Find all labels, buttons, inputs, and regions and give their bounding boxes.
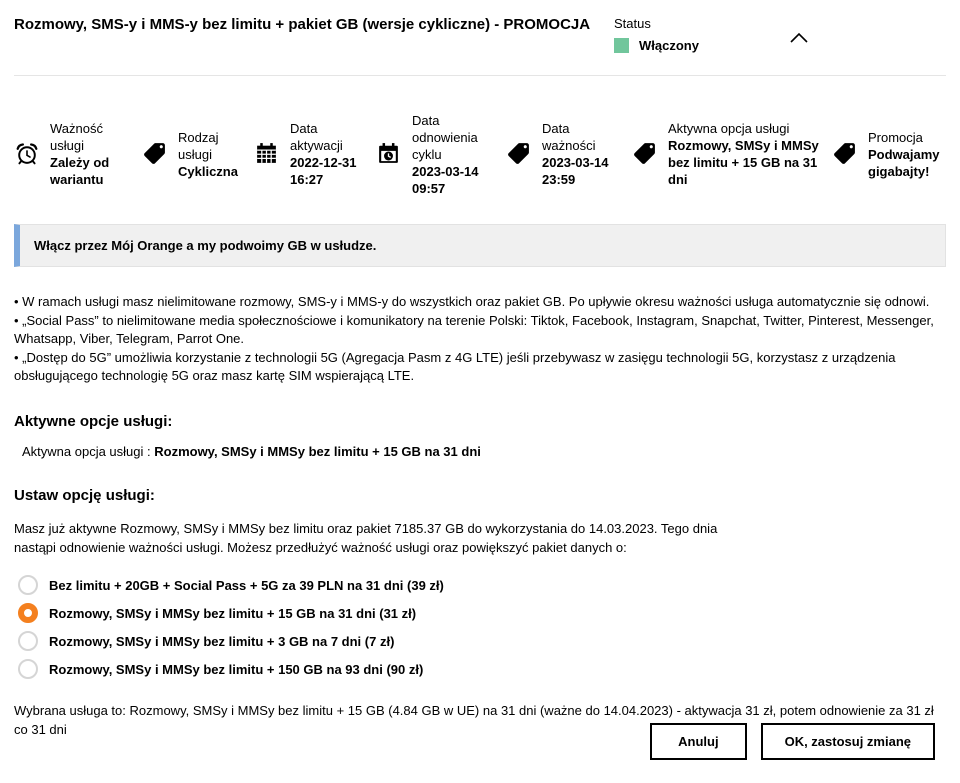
status-indicator (614, 38, 629, 53)
ok-apply-button[interactable]: OK, zastosuj zmianę (761, 723, 935, 760)
option-radio-label: Rozmowy, SMSy i MMSy bez limitu + 150 GB na 93 dni (90 zł) (49, 661, 424, 677)
info-item-expiry-date (506, 120, 620, 188)
status-label: Status (614, 16, 651, 31)
info-label: Aktywna opcja usługi (668, 121, 790, 136)
active-option-label: Aktywna opcja usługi : (22, 444, 155, 459)
option-radio-label: Bez limitu + 20GB + Social Pass + 5G za 39 PLN na 31 dni (39 zł) (49, 577, 444, 593)
radio-unselected-icon[interactable] (18, 631, 38, 651)
info-label: Data ważności (542, 121, 596, 153)
radio-selected-icon[interactable] (18, 603, 38, 623)
active-option-value: Rozmowy, SMSy i MMSy bez limitu + 15 GB na 31 dni (154, 444, 481, 459)
status-value: Włączony (639, 38, 699, 53)
description-bullet: • „Dostęp do 5G” umożliwia korzystanie z technologii 5G (Agregacja Pasm z 4G LTE) jeśli przebywasz w zasięgu technologii 5G, korzystasz z urządzenia obsługującego technologię 5G oraz masz kartę SIM wspierającą LTE. (14, 349, 946, 385)
header-divider (14, 75, 946, 76)
calendar-icon (254, 141, 280, 167)
info-value: 2023-03-14 09:57 (412, 163, 479, 196)
info-item-validity (14, 120, 130, 188)
tag-icon (632, 141, 658, 167)
option-radio-row[interactable] (18, 599, 946, 627)
alarm-clock-icon (14, 141, 40, 167)
tag-icon (142, 141, 168, 167)
info-value: Rozmowy, SMSy i MMSy bez limitu + 15 GB na 31 dni (668, 138, 819, 187)
info-label: Promocja (868, 129, 923, 145)
set-option-heading: Ustaw opcję usługi: (14, 487, 155, 504)
active-option-line (14, 444, 946, 459)
option-radio-row[interactable] (18, 571, 946, 599)
info-value: 2022-12-31 16:27 (290, 155, 357, 187)
option-radio-label: Rozmowy, SMSy i MMSy bez limitu + 15 GB na 31 dni (31 zł) (49, 605, 417, 621)
page-title: Rozmowy, SMS-y i MMS-y bez limitu + pakiet GB (wersje cykliczne) - PROMOCJA (14, 16, 591, 33)
info-item-active-option (632, 120, 820, 188)
info-label: Ważność usługi (50, 121, 103, 153)
radio-unselected-icon[interactable] (18, 575, 38, 595)
panel-header (14, 10, 946, 53)
info-label: Data aktywacji (290, 121, 343, 153)
promo-notice-text: Włącz przez Mój Orange a my podwoimy GB w usłudze. (34, 238, 377, 253)
set-option-description: Masz już aktywne Rozmowy, SMSy i MMSy bez limitu oraz pakiet 7185.37 GB do wykorzystania do 14.03.2023. Tego dnia nastąpi odnowienie ważności usługi. Możesz przedłużyć ważność usługi oraz powiększyć pakiet danych o: (14, 521, 718, 555)
status-block (614, 16, 789, 53)
selected-option-summary: Wybrana usługa to: Rozmowy, SMSy i MMSy bez limitu + 15 GB (4.84 GB w UE) na 31 dni (ważne do 14.04.2023) - aktywacja 31 zł, potem odnowienie za 31 zł co 31 dni (14, 703, 934, 737)
service-description (14, 293, 946, 385)
description-bullet: • W ramach usługi masz nielimitowane rozmowy, SMS-y i MMS-y do wszystkich oraz pakiet GB. Po upływie okresu ważności usługa automatycznie się odnowi. (14, 293, 946, 311)
info-value: Cykliczna (178, 163, 238, 179)
service-info-row (14, 100, 946, 208)
info-item-activation-date (254, 120, 364, 188)
option-radio-row[interactable] (18, 627, 946, 655)
option-radio-label: Rozmowy, SMSy i MMSy bez limitu + 3 GB na 7 dni (7 zł) (49, 633, 395, 649)
info-label: Data odnowienia cyklu (412, 112, 478, 162)
collapse-chevron-icon[interactable] (789, 32, 809, 47)
info-label: Rodzaj usługi (178, 129, 219, 162)
tag-icon (832, 141, 858, 167)
info-item-promotion (832, 129, 946, 180)
radio-unselected-icon[interactable] (18, 659, 38, 679)
option-radio-row[interactable] (18, 655, 946, 683)
option-radio-group (14, 571, 946, 683)
info-item-service-type (142, 129, 242, 180)
active-options-heading: Aktywne opcje usługi: (14, 413, 173, 430)
info-value: Podwajamy gigabajty! (868, 146, 940, 179)
promo-notice-banner (14, 224, 946, 267)
info-value: Zależy od wariantu (50, 155, 110, 187)
calendar-clock-icon (376, 141, 402, 167)
description-bullet: • „Social Pass” to nielimitowane media społecznościowe i komunikatory na terenie Polski: Tiktok, Facebook, Instagram, Snapchat, Twitter, Pinterest, Messenger, Whatsapp, Viber, Telegram, Parrot One. (14, 312, 946, 348)
cancel-button[interactable]: Anuluj (650, 723, 746, 760)
footer-actions (650, 723, 935, 760)
info-item-cycle-renewal-date (376, 112, 494, 197)
info-value: 2023-03-14 23:59 (542, 155, 609, 187)
tag-icon (506, 141, 532, 167)
